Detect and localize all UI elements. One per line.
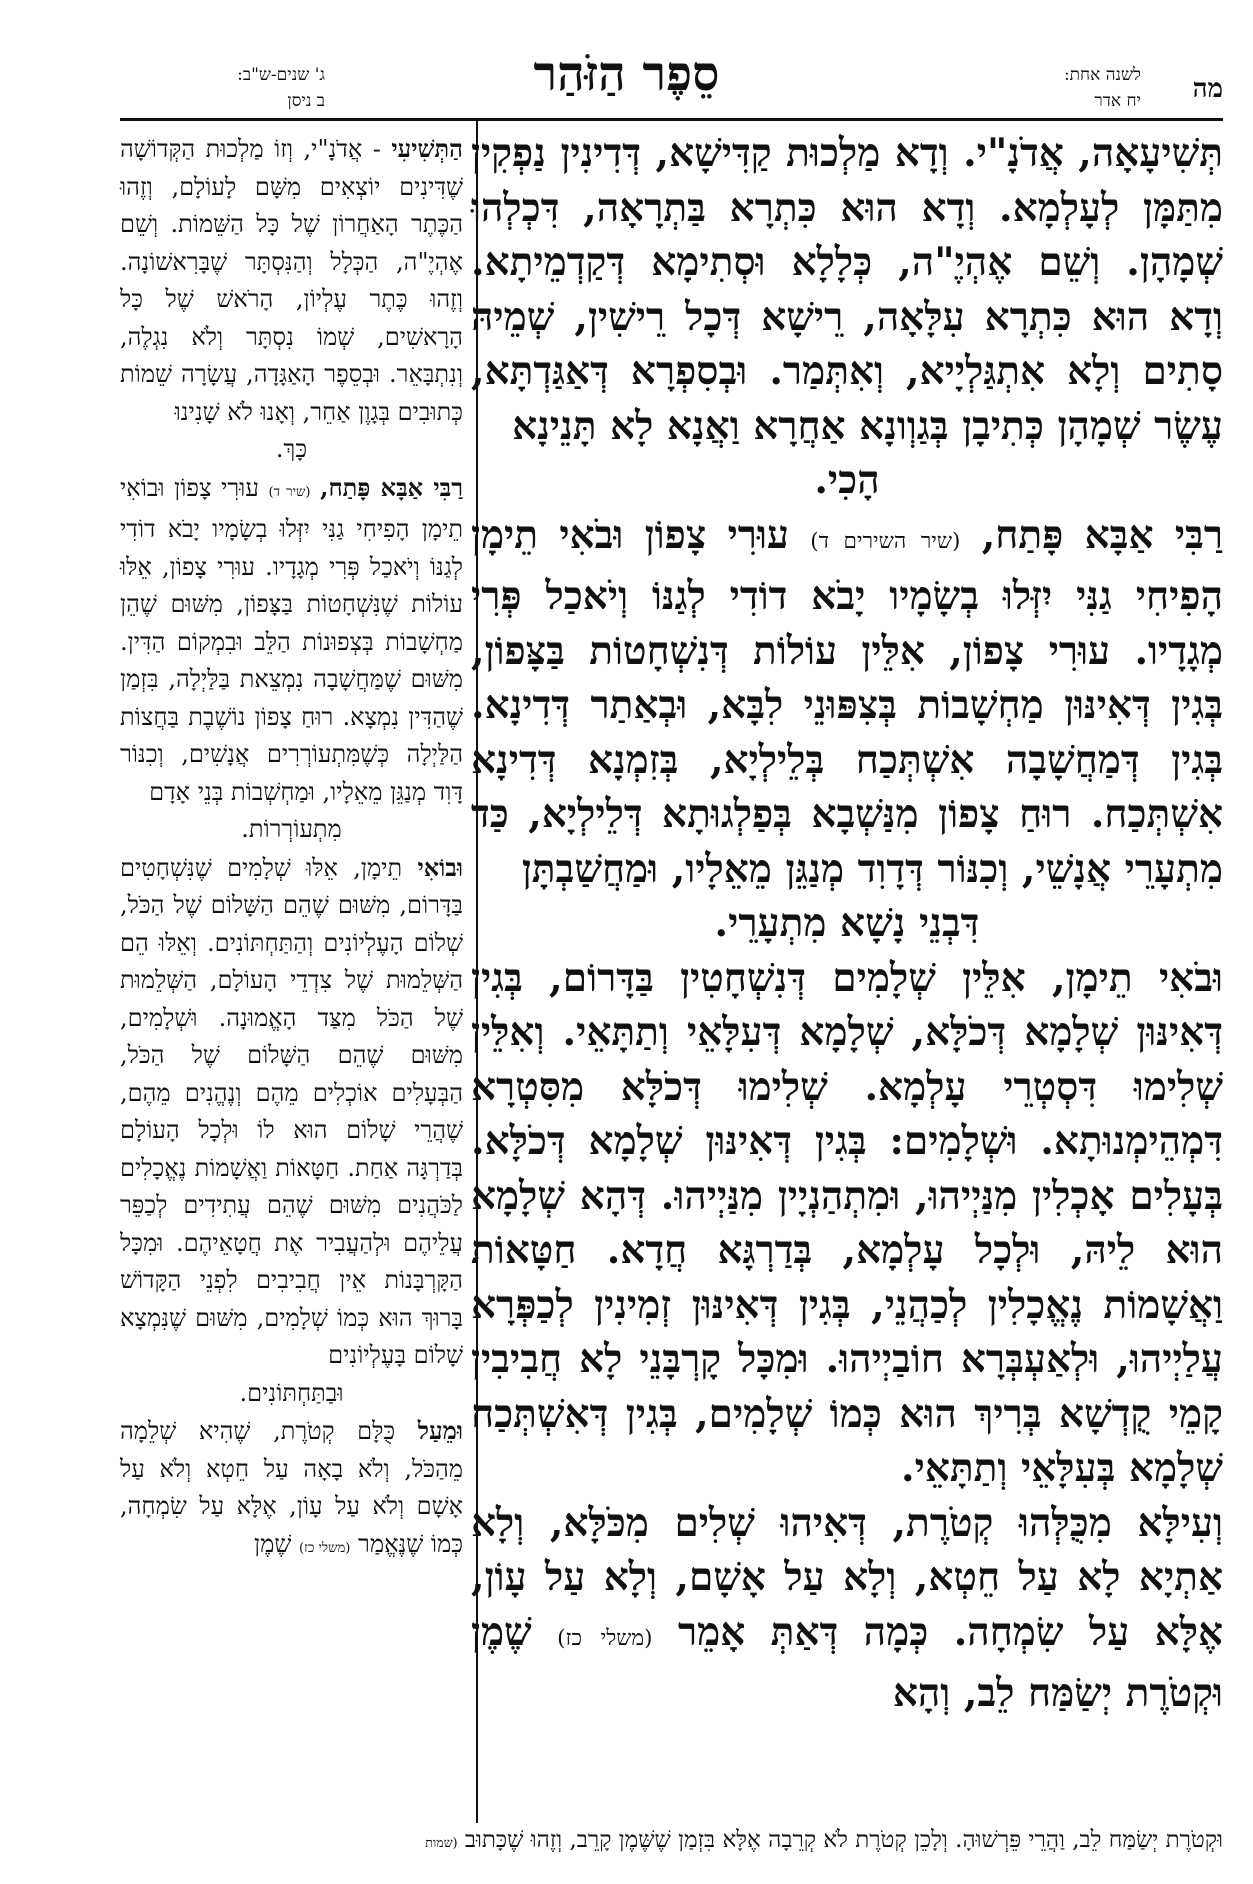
header-left bbox=[125, 62, 325, 114]
bottom-text: וּקְטֹרֶת יְשַׂמַּח לֵב, וַהֲרֵי פֵּרְשׁוּהָ. וְלָכֵן קְטֹרֶת לֹא קְרֵבָה אֶלָּא בִּזְמַן שֶׁשֶּׁמֶן קָרֵב, וְזֶהוּ שֶׁכָּתוּב bbox=[464, 1827, 1223, 1853]
comm-paragraph-1 bbox=[120, 130, 463, 431]
bottom-ref: (שמות bbox=[425, 1835, 458, 1850]
main-paragraph-2-end: דִּבְנֵי נָשָׁא מִתְעָרֵי. bbox=[714, 900, 980, 946]
main-paragraph-4 bbox=[471, 1496, 1223, 1721]
comm-c4-tail: שֶׁמֶן bbox=[254, 1529, 292, 1558]
comm-c2-lead: רַבִּי אַבָּא פָּתַח, bbox=[320, 472, 463, 502]
header-right-line1: לשנה אחת: bbox=[1063, 65, 1141, 85]
header-right-line2: יח אדר bbox=[1094, 91, 1141, 111]
main-paragraph-2 bbox=[471, 508, 1223, 897]
comm-c2-text: עוּרִי צָפוֹן וּבוֹאִי תֵימָן הָפִיחִי גַנִּי יִזְּלוּ בְשָׂמָיו יָבֹא דוֹדִי לְגַנּוֹ וְיֹאכַל פְּרִי מְגָדָיו. עוּרִי צָפוֹן, אֵלּוּ עוֹלוֹת שֶׁנִּשְׁחָטוֹת בַּצָּפוֹן, מִשּׁוּם שֶׁהֵן מַחְשָׁבוֹת בְּצְפוּנוֹת הַלֵּב וּבִמְקוֹם הַדִּין. מִשּׁוּם שֶׁמַּחֲשָׁבָה נִמְצֵאת בַּלַּיְלָה, בִּזְמַן שֶׁהַדִּין נִמְצָא. רוּחַ צָפוֹן נוֹשֶׁבֶת בַּחֲצוֹת הַלַּיְלָה כְּשֶׁמִּתְעוֹרְרִים אֲנָשִׁים, וְכִנּוֹר דָּוִד מְנַגֵּן מֵאֵלָיו, וּמַחְשְׁבוֹת בְּנֵי אָדָם bbox=[120, 473, 463, 806]
main-p1-text: תְּשִׁיעָאָה, אֲדֹנָ"י. וְדָא מַלְכוּת קַדִּישָׁא, דְּדִינִין נַפְקִין מִתַּמָּן לְעָלְמָא. וְדָא הוּא כִּתְרָא בַּתְרָאָה, דִּכְלְהוּ שְׁמָהָן. וְשֵׁם אֶהְיֶ"ה, כְּלָלָא וּסְתִימָא דְּקַדְמֵיתָא. וְדָא הוּא כִּתְרָא עִלָּאָה, רֵישָׁא דְּכָל רֵישִׁין, שְׁמֵיהּ סָתִים וְלָא אִתְגַּלְיָיא, וְאִתְּמַר. וּבְסִפְרָא דְּאַגַּדְתָּא, עֶשֶׂר שְׁמָהָן כְּתִיבָן בְּגַוְונָא אַחֲרָא וַאֲנָא לָא תָּנֵינָא bbox=[471, 130, 1223, 449]
page-number: מה bbox=[1192, 74, 1223, 104]
header-rule bbox=[120, 118, 1223, 121]
comm-paragraph-2 bbox=[120, 469, 463, 812]
comm-c2-ref: (שיר ד) bbox=[268, 484, 311, 500]
comm-c1-text: - אֲדֹנָ"י, וְזוֹ מַלְכוּת הַקְּדוֹשָׁה שֶׁדִּינִים יוֹצְאִים מִשָּׁם לָעוֹלָם, וְזֶהוּ הַכֶּתֶר הָאַחֲרוֹן שֶׁל כָּל הַשֵּׁמוֹת. וְשֵׁם אֶהְיֶ"ה, הַכְּלָל וְהַנִּסְתָּר שֶׁבָּרִאשׁוֹנָה. וְזֶהוּ כֶּתֶר עֶלְיוֹן, הָרֹאשׁ שֶׁל כָּל הָרָאשִׁים, שְׁמוֹ נִסְתָּר וְלֹא נִגְלֶה, וְנִתְבָּאֵר. וּבְסֵפֶר הָאַגָּדָה, עֲשָׂרָה שֵׁמוֹת כְּתוּבִים בְּגָוֶן אַחֵר, וְאָנוּ לֹא שָׁנִינוּ bbox=[120, 135, 463, 426]
main-paragraph-1 bbox=[471, 126, 1223, 453]
main-p4-tail: שֶׁמֶן וּקְטֹרֶת יְשַׂמַּח לֵב, וְהָא bbox=[471, 1608, 1223, 1716]
main-p3-text: תֵימָן, אִלֵּין שְׁלָמִים דְּנִשְׁחָטִין בַּדָּרוֹם, בְּגִין דְּאִינּוּן שְׁלָמָא דְּכֹלָּא, שְׁלָמָא דְּעִלָּאֵי וְתַתָּאֵי. וְאִלֵּין שְׁלִימוּ דִּסְטְרֵי עָלְמָא. שְׁלִימוּ דְּכֹלָּא מִסִּטְרָא דִּמְהֵימְנוּתָא. וּשְׁלָמִים: בְּגִין דְּאִינּוּן שְׁלָמָא דְּכֹלָּא. בְּעָלִים אָכְלִין מִנַּיְיהוּ, וּמִתְהַנְיָין מִנַּיְיהוּ. דְּהָא שְׁלָמָא הוּא לֵיהּ, וּלְכָל עָלְמָא, בְּדַרְגָּא חֲדָא. חַטָּאוֹת וַאֲשָׁמוֹת נֶאֱכָלִין לְכַהֲנֵי, בְּגִין דְּאִינּוּן זְמִינִין לְכַפְּרָא עֲלַיְיהוּ, וּלְאַעְבְּרָא חוֹבַיְיהוּ. וּמִכָּל קָרְבָּנֵי לָא חֲבִיבִין קָמֵי קֻדְשָׁא בְּרִיךְ הוּא כְּמוֹ שְׁלָמִים, בְּגִין דְּאִשְׁתְּכַח שְׁלָמָא בְּעִלָּאֵי וְתַתָּאֵי. bbox=[471, 954, 1223, 1491]
commentary-column bbox=[120, 130, 463, 1567]
comm-c4-ref: (משלי כז) bbox=[299, 1540, 351, 1556]
comm-c1-lead: הַתְּשִׁיעִי bbox=[391, 134, 463, 163]
comm-paragraph-2-end: מִתְעוֹרְרוֹת. bbox=[241, 815, 342, 843]
comm-paragraph-3-end: וּבַתַּחְתּוֹנִים. bbox=[239, 1378, 344, 1407]
comm-paragraph-1-end: כָּךְ. bbox=[275, 435, 308, 463]
bottom-continuation-line bbox=[120, 1822, 1223, 1861]
main-p2-lead: רַבִּי אַבָּא פָּתַח, bbox=[981, 511, 1223, 558]
header-left-line1: ג' שנים-ש"ב: bbox=[237, 65, 325, 85]
comm-c4-text: כֻּלָּם קְטֹרֶת, שֶׁהִיא שְׁלֵמָה מֵהַכֹּל, וְלֹא בָאָה עַל חֵטְא וְלֹא עַל אָשָׁם וְלֹא עַל עָוֹן, אֶלָּא עַל שִׂמְחָה, כְּמוֹ שֶׁנֶּאֱמַר bbox=[120, 1417, 463, 1558]
main-text-column bbox=[471, 126, 1223, 1721]
main-p4-lead: וְעִילָּא bbox=[1137, 1499, 1223, 1546]
comm-paragraph-3 bbox=[120, 849, 463, 1375]
main-p2-ref: (שיר השירים ד) bbox=[810, 528, 961, 554]
main-paragraph-1-end: הָכִי. bbox=[814, 457, 880, 503]
page-title: סֵפֶר הַזֹּהַר bbox=[533, 46, 720, 102]
comm-paragraph-4 bbox=[120, 1412, 463, 1567]
main-p3-lead: וּבֹאִי bbox=[1158, 954, 1223, 1001]
main-p2-text: עוּרִי צָפוֹן וּבֹאִי תֵימָן הָפִיחִי גַנִּי יִזְּלוּ בְשָׂמָיו יָבֹא דוֹדִי לְגַנּוֹ וְיֹאכַל פְּרִי מְגָדָיו. עוּרִי צָפוֹן, אִלֵּין עוֹלוֹת דְּנִשְׁחָטוֹת בַּצָּפוֹן, בְּגִין דְּאִינּוּן מַחְשָׁבוֹת בְּצִפּוּנֵי לִבָּא, וּבְאַתַר דְּדִינָא. בְּגִין דְּמַחֲשָׁבָה אִשְׁתְּכַח בְּלֵילְיָא, בְּזִמְנָא דְּדִינָא אִשְׁתְּכַח. רוּחַ צָפוֹן מִנַּשְׁבָא בְּפַלְגוּתָא דְּלֵילְיָא, כַּד מִתְעָרֵי אֲנָשֵׁי, וְכִנּוֹר דְּדָוִד מְנַגֵּן מֵאֵלָיו, וּמַחֲשַׁבְתָּן bbox=[471, 511, 1223, 892]
header-left-line2: ב ניסן bbox=[287, 91, 325, 111]
main-p4-ref: (משלי כז) bbox=[557, 1625, 653, 1651]
main-paragraph-3 bbox=[471, 951, 1223, 1496]
comm-c3-text: תֵימָן, אֵלּוּ שְׁלָמִים שֶׁנִּשְׁחָטִים בַּדָּרוֹם, מִשּׁוּם שֶׁהֵם הַשָּׁלוֹם שֶׁל הַכֹּל, שְׁלוֹם הָעֶלְיוֹנִים וְהַתַּחְתּוֹנִים. וְאֵלּוּ הֵם הַשְּׁלֵמוּת שֶׁל צִדְדֵי הָעוֹלָם, הַשְּׁלֵמוּת שֶׁל הַכֹּל מִצַּד הָאֱמוּנָה. וּשְׁלָמִים, מִשּׁוּם שֶׁהֵם הַשָּׁלוֹם שֶׁל הַכֹּל, הַבְּעָלִים אוֹכְלִים מֵהֶם וְנֶהֱנִים מֵהֶם, שֶׁהֲרֵי שָׁלוֹם הוּא לוֹ וּלְכָל הָעוֹלָם בְּדַרְגָּה אַחַת. חַטָּאוֹת וַאֲשָׁמוֹת נֶאֱכָלִים לַכֹּהֲנִים מִשּׁוּם שֶׁהֵם עֲתִידִים לְכַפֵּר עֲלֵיהֶם וּלְהַעֲבִיר אֶת חֲטָאֵיהֶם. וּמִכָּל הַקָּרְבָּנוֹת אֵין חֲבִיבִים לִפְנֵי הַקָּדוֹשׁ בָּרוּךְ הוּא כְּמוֹ שְׁלָמִים, מִשּׁוּם שֶׁנִּמְצָא שָׁלוֹם בָּעֶלְיוֹנִים bbox=[120, 853, 463, 1369]
comm-c4-lead: וּמֵעַל bbox=[417, 1416, 463, 1445]
main-p4-text: מִכֻּלְּהוּ קְטֹרֶת, דְּאִיהוּ שְׁלִים מִכֹּלָּא, וְלָא אַתְיָא לָא עַל חֵטְא, וְלָא עַל אָשָׁם, וְלָא עַל עָוֹן, אֶלָּא עַל שִׂמְחָה. כְּמָה דְּאַתְּ אָמֵר bbox=[471, 1499, 1224, 1655]
comm-c3-lead: וּבוֹאִי bbox=[417, 852, 463, 882]
